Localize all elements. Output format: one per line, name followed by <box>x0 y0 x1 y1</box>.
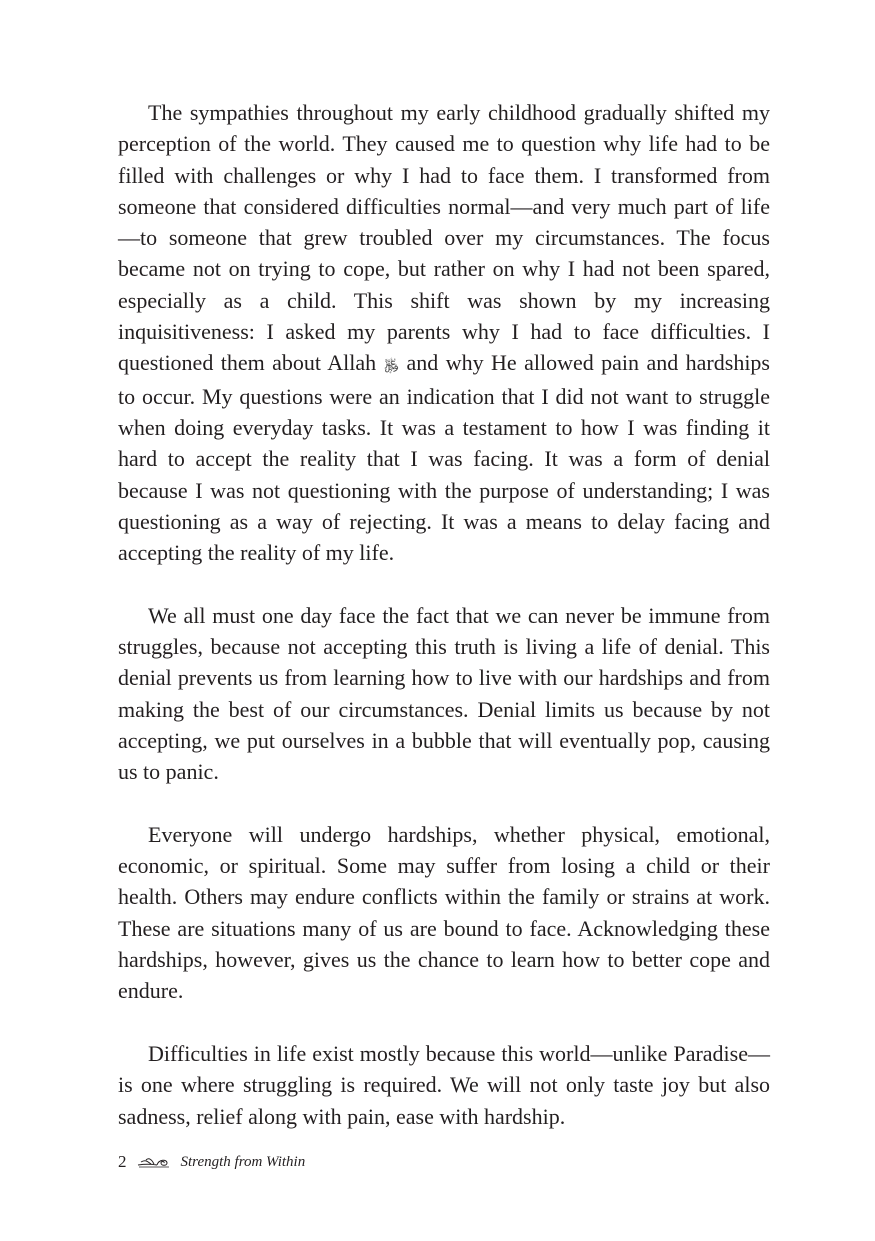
paragraph-1-text: The sympathies throughout my early childhood gradually shifted my perception of the world. They caused me to question why life had to be filled with challenges or why I had to face them. I transformed from someone that considered difficulties normal—and very much part of life—to someone that grew troubled over my circumstances. The focus became not on trying to cope, but rather on why I had not been spared, especially as a child. This shift was shown by my increasing inquisitiveness: I asked my parents why I had to face difficulties. I questioned them about Allah <box>118 100 770 376</box>
running-title: Strength from Within <box>180 1153 306 1170</box>
page-body <box>118 97 770 1163</box>
page-number: 2 <box>118 1152 127 1171</box>
paragraph-2: We all must one day face the fact that we can never be immune from struggles, because not accepting this truth is living a life of denial. This denial prevents us from learning how to live with our hardships and from making the best of our circumstances. Denial limits us because by not accepting, we put ourselves in a bubble that will eventually pop, causing us to panic. <box>118 602 770 785</box>
honorific-symbol-icon: ﷿ <box>383 357 400 373</box>
paragraph-3: Everyone will undergo hardships, whether physical, emotional, economic, or spiritual. Some may suffer from losing a child or their health. Others may endure conflicts within the family or strains at work. These are situations many of us are bound to face. Acknowledging these hardships, however, gives us the chance to learn how to better cope and endure. <box>118 821 770 1004</box>
paragraph-1-continuation: and why He allowed pain and hardships to occur. My questions were an indication that I did not want to struggle when doing everyday tasks. It was a testament to how I was finding it hard to accept the reality that I was facing. It was a form of denial because I was not questioning with the purpose of understanding; I was questioning as a way of rejecting. It was a means to delay facing and accepting the reality of my life. <box>118 350 770 566</box>
page-footer <box>118 1152 305 1172</box>
flourish-ornament-icon <box>137 1155 171 1169</box>
paragraph-1 <box>118 97 770 568</box>
paragraph-4: Difficulties in life exist mostly because this world—unlike Paradise—is one where struggling is required. We will not only taste joy but also sadness, relief along with pain, ease with hardship. <box>118 1040 770 1129</box>
